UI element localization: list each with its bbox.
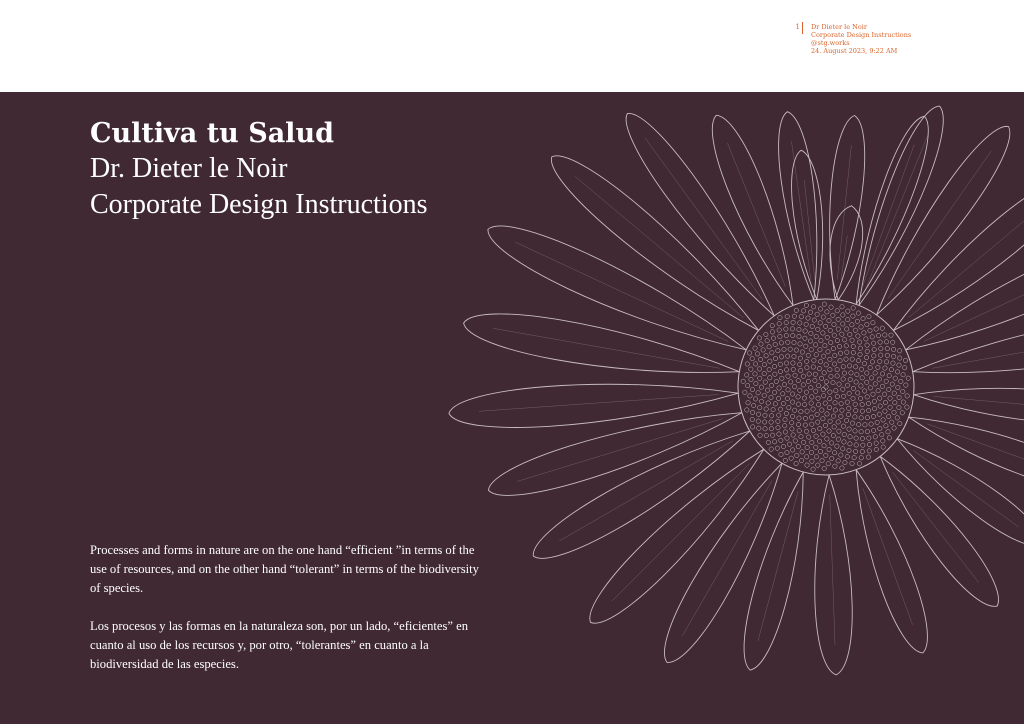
petal-vein <box>837 145 851 279</box>
petal-vein <box>913 450 1018 526</box>
petal-vein <box>479 395 718 412</box>
petal <box>815 475 852 675</box>
document-meta <box>811 23 911 55</box>
petal-vein <box>493 328 720 368</box>
meta-doc-title: Corporate Design Instructions <box>811 31 912 39</box>
meta-date: 24. August 2023, 9:22 AM <box>811 47 898 55</box>
petal <box>464 314 740 373</box>
petal-vein <box>830 495 835 645</box>
petal <box>664 463 782 662</box>
petal-vein <box>804 180 814 279</box>
petal <box>533 431 750 558</box>
cover-panel <box>0 92 1024 724</box>
petal <box>779 112 817 300</box>
author-name: Dr. Dieter le Noir <box>90 153 288 184</box>
meta-handle: @stg.works <box>811 39 850 47</box>
petal-vein <box>612 463 750 601</box>
petal-vein <box>866 134 928 287</box>
petal <box>913 320 1024 373</box>
petal <box>449 384 738 427</box>
petal <box>893 178 1024 330</box>
page-header <box>0 0 1024 92</box>
petal <box>856 470 927 653</box>
petal <box>897 439 1024 546</box>
header-divider <box>802 22 803 34</box>
brand-title: Cultiva tu Salud <box>90 118 334 149</box>
petal-vein <box>682 481 772 637</box>
petal <box>712 115 793 305</box>
petal-vein <box>924 261 1024 341</box>
petal <box>856 116 928 304</box>
petal-vein <box>575 176 744 317</box>
petal-vein <box>934 396 1024 409</box>
petal-vein <box>645 138 763 300</box>
petal <box>792 150 823 299</box>
flower-center <box>738 299 914 475</box>
paragraph-spanish: Los procesos y las formas en la naturaleza son, por un lado, “eficientes” en cuanto al uso de los recursos y, por otro, “tolerantes” en cuanto a la biodiversidad de las especies. <box>90 619 469 671</box>
petals <box>449 106 1024 675</box>
petal <box>914 388 1024 422</box>
petal-vein <box>863 145 914 286</box>
title-block <box>90 116 428 223</box>
meta-author: Dr Dieter le Noir <box>811 23 867 31</box>
petal-vein <box>559 441 732 541</box>
page-number: 1 <box>795 23 800 31</box>
petal <box>909 417 1024 488</box>
petal <box>488 226 746 350</box>
petal-vein <box>758 491 798 641</box>
petal <box>744 472 803 670</box>
petal <box>859 106 943 305</box>
petal <box>488 413 741 496</box>
petal-vein <box>515 242 728 341</box>
petal-vein <box>927 424 1024 474</box>
petal-vein <box>727 143 785 287</box>
paragraph-english: Processes and forms in nature are on the one hand “efficient ”in terms of the use of resources, and on the other hand “tolerant” in terms of the biodiversity of species. <box>90 543 479 595</box>
document-subtitle: Corporate Design Instructions <box>90 189 428 220</box>
petal-vein <box>517 419 723 482</box>
petal-vein <box>888 151 991 298</box>
petal <box>906 245 1024 350</box>
intro-text <box>90 541 490 693</box>
